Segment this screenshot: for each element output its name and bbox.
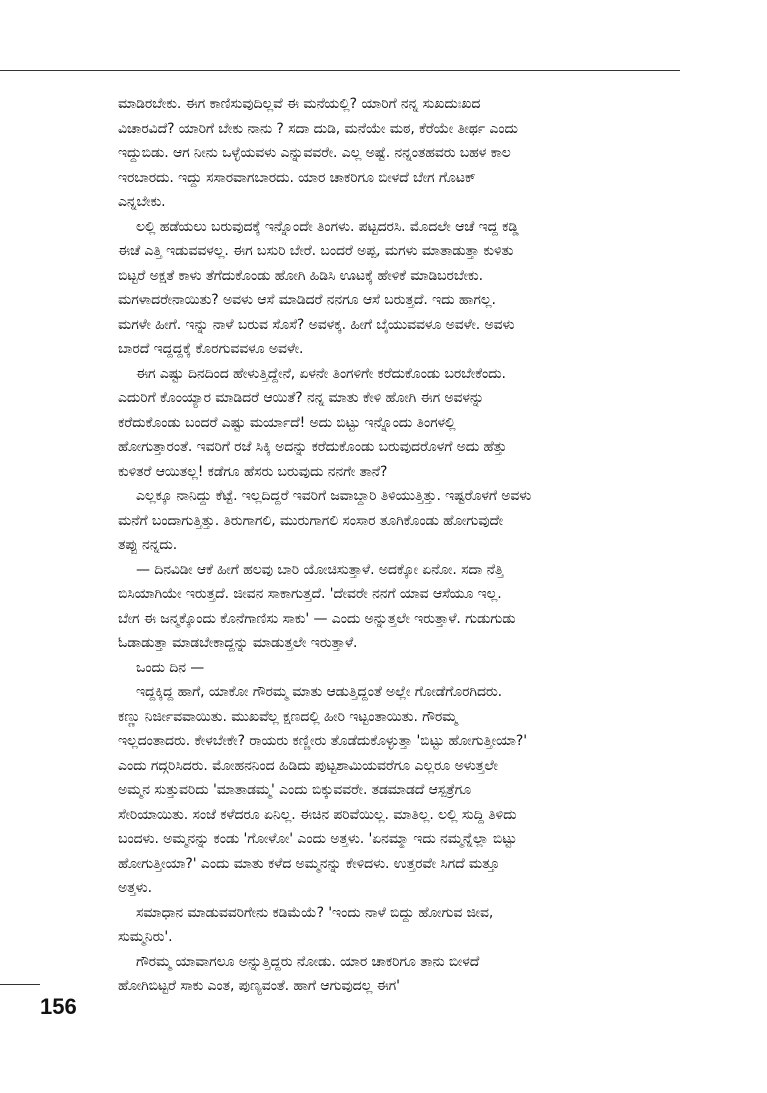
text-line: ಬಿಟ್ಟರೆ ಅಕ್ಷತೆ ಕಾಳು ತೆಗೆದುಕೊಂಡು ಹೋಗಿ ಹಿಡಿಸಿ ಊಟಕ್ಕೆ ಹೇಳಿಕೆ ಮಾಡಿಬರಬೇಕು.	[118, 267, 483, 284]
text-line: ಕಣ್ಣು ನಿರ್ಜೀವವಾಯಿತು. ಮುಖವೆಲ್ಲ ಕ್ಷಣದಲ್ಲಿ ಹೀರಿ ಇಟ್ಟಂತಾಯಿತು. ಗೌರಮ್ಮ	[118, 708, 458, 725]
text-line: ಈಚೆ ಎತ್ತಿ ಇಡುವವಳಲ್ಲ. ಈಗ ಬಸುರಿ ಬೇರೆ. ಬಂದರೆ ಅಪ್ಪ, ಮಗಳು ಮಾತಾಡುತ್ತಾ ಕುಳಿತು	[118, 243, 514, 259]
text-line: ಬಾರದೆ ಇದ್ದದ್ದಕ್ಕೆ ಕೊರಗುವವಳೂ ಅವಳೇ.	[118, 341, 304, 357]
text-line: ಬಿಸಿಯಾಗಿಯೇ ಇರುತ್ತದೆ. ಜೀವನ ಸಾಕಾಗುತ್ತದೆ. 'ದೇವರೇ ನನಗೆ ಯಾವ ಆಸೆಯೂ ಇಲ್ಲ.	[118, 586, 502, 602]
text-line: ಓಡಾಡುತ್ತಾ ಮಾಡಬೇಕಾದ್ದನ್ನು ಮಾಡುತ್ತಲೇ ಇರುತ್ತಾಳೆ.	[118, 635, 358, 651]
text-line: ಹೋಗಿಬಿಟ್ಟರೆ ಸಾಕು ಎಂತ, ಪುಣ್ಯವಂತೆ. ಹಾಗೆ ಆಗುವುದಲ್ಲ ಈಗ'	[118, 978, 400, 994]
text-line: ಇದ್ದುಬಿಡು. ಆಗ ನೀನು ಒಳ್ಳೆಯವಳು ಎನ್ನುವವರೇ. ಎಲ್ಲ ಅಷ್ಟೆ. ನನ್ನಂತಹವರು ಬಹಳ ಕಾಲ	[118, 145, 511, 161]
text-line: ಮಾಡಿರಬೇಕು. ಈಗ ಕಾಣಿಸುವುದಿಲ್ಲವೆ ಈ ಮನೆಯಲ್ಲಿ? ಯಾರಿಗೆ ನನ್ನ ಸುಖದುಃಖದ	[118, 96, 481, 112]
header-rule	[0, 70, 680, 71]
text-line: ಕರೆದುಕೊಂಡು ಬಂದರೆ ಎಷ್ಟು ಮರ್ಯಾದೆ! ಅದು ಬಿಟ್ಟು ಇನ್ನೊಂದು ತಿಂಗಳಲ್ಲಿ	[118, 414, 456, 431]
text-line: ಎದುರಿಗೆ ಕೊಂಯ್ಯಾರ ಮಾಡಿದರೆ ಆಯಿತೆ? ನನ್ನ ಮಾತು ಕೇಳಿ ಹೋಗಿ ಈಗ ಅವಳನ್ನು	[118, 390, 484, 406]
text-line: ಅಮ್ಮನ ಸುತ್ತುವರಿದು 'ಮಾತಾಡಮ್ಮ' ಎಂದು ಬಿಕ್ಕುವವರೇ. ತಡಮಾಡದೆ ಆಸ್ಪತ್ರೆಗೂ	[118, 782, 472, 798]
text-line: ಮನೆಗೆ ಬಂದಾಗುತ್ತಿತ್ತು. ತಿರುಗಾಗಲಿ, ಮುರುಗಾಗಲಿ ಸಂಸಾರ ತೂಗಿಕೊಂಡು ಹೋಗುವುದೇ	[118, 512, 504, 529]
text-line: ಕುಳಿತರೆ ಆಯಿತಲ್ಲ! ಕಡೆಗೂ ಹೆಸರು ಬರುವುದು ನನಗೇ ತಾನೆ?	[118, 463, 388, 480]
paragraph-start: ಎಲ್ಲಕ್ಕೂ ನಾನಿದ್ದು ಕೆಟ್ಟೆ. ಇಲ್ಲದಿದ್ದರೆ ಇವರಿಗೆ ಜವಾಬ್ದಾರಿ ತಿಳಿಯುತ್ತಿತ್ತು. ಇಷ್ಟರೊಳಗೆ ಅವಳು	[136, 488, 532, 504]
paragraph-start: ಗೌರಮ್ಮ ಯಾವಾಗಲೂ ಅನ್ನುತ್ತಿದ್ದರು ನೋಡು. ಯಾರ ಚಾಕರಿಗೂ ತಾನು ಬೀಳದೆ	[136, 953, 480, 970]
footer-rule	[0, 984, 40, 985]
paragraph-start: ಇದ್ದಕ್ಕಿದ್ದ ಹಾಗೆ, ಯಾಕೋ ಗೌರಮ್ಮ ಮಾತು ಆಡುತ್ತಿದ್ದಂತೆ ಅಲ್ಲೇ ಗೋಡೆಗೊರಗಿದರು.	[136, 684, 503, 700]
text-line: ಎಂದು ಗದ್ಗರಿಸಿದರು. ಮೋಹನನಿಂದ ಹಿಡಿದು ಪುಟ್ಟಶಾಮಿಯವರೆಗೂ ಎಲ್ಲರೂ ಅಳುತ್ತಲೇ	[118, 757, 498, 774]
text-line: ಮಗಳಾದರೇನಾಯಿತು? ಅವಳು ಆಸೆ ಮಾಡಿದರೆ ನನಗೂ ಆಸೆ ಬರುತ್ತದೆ. ಇದು ಹಾಗಲ್ಲ.	[118, 292, 496, 308]
paragraph-start: ಈಗ ಎಷ್ಟು ದಿನದಿಂದ ಹೇಳುತ್ತಿದ್ದೇನೆ, ಏಳನೇ ತಿಂಗಳಿಗೇ ಕರೆದುಕೊಂಡು ಬರಬೇಕೆಂದು.	[136, 365, 506, 382]
paragraph-start: ಒಂದು ದಿನ —	[136, 659, 205, 676]
paragraph-start: ಸಮಾಧಾನ ಮಾಡುವವರಿಗೇನು ಕಡಿಮೆಯೆ? 'ಇಂದು ನಾಳೆ ಬಿದ್ದು ಹೋಗುವ ಜೀವ,	[136, 904, 494, 921]
text-line: ಇಲ್ಲದಂತಾದರು. ಕೇಳಬೇಕೇ? ರಾಯರು ಕಣ್ಣೀರು ತೊಡೆದುಕೊಳ್ಳುತ್ತಾ 'ಬಿಟ್ಟು ಹೋಗುತ್ತೀಯಾ?'	[118, 733, 527, 749]
body-text	[118, 92, 678, 999]
text-line: ಮಗಳೇ ಹೀಗೆ. ಇನ್ನು ನಾಳೆ ಬರುವ ಸೊಸೆ? ಅವಳಕ್ಕ. ಹೀಗೆ ಬೈಯುವವಳೂ ಅವಳೇ. ಅವಳು	[118, 316, 515, 333]
text-line: ಇರಬಾರದು. ಇದ್ದು ಸಸಾರವಾಗಬಾರದು. ಯಾರ ಚಾಕರಿಗೂ ಬೀಳದೆ ಬೇಗ ಗೊಟಕ್	[118, 169, 476, 186]
text-line: ಎನ್ನಬೇಕು.	[118, 194, 166, 210]
text-line: ಬೇಗ ಈ ಜನ್ಮಕ್ಕೊಂದು ಕೊನೆಗಾಣಿಸು ಸಾಕು' — ಎಂದು ಅನ್ನುತ್ತಲೇ ಇರುತ್ತಾಳೆ. ಗುಡುಗುಡು	[118, 610, 516, 627]
text-line: ಹೋಗುತ್ತೀಯಾ?' ಎಂದು ಮಾತು ಕಳೆದ ಅಮ್ಮನನ್ನು ಕೇಳಿದಳು. ಉತ್ತರವೇ ಸಿಗದೆ ಮತ್ತೂ	[118, 855, 500, 872]
paragraph-start: ಲಲ್ಲಿ ಹಡೆಯಲು ಬರುವುದಕ್ಕೆ ಇನ್ನೊಂದೇ ತಿಂಗಳು. ಪಟ್ಟದರಸಿ. ಮೊದಲೇ ಆಚೆ ಇದ್ದ ಕಡ್ಡಿ	[136, 218, 519, 235]
text-line: ಹೋಗುತ್ತಾರಂತೆ. ಇವರಿಗೆ ರಜೆ ಸಿಕ್ಕಿ ಅದನ್ನು ಕರೆದುಕೊಂಡು ಬರುವುದರೊಳಗೆ ಅದು ಹೆತ್ತು	[118, 439, 507, 455]
text-line: ತಪ್ಪು ನನ್ನದು.	[118, 537, 178, 553]
text-line: ಅತ್ತಳು.	[118, 880, 152, 896]
text-line: ಸುಮ್ಮನಿರು'.	[118, 929, 173, 945]
text-line: ಬಂದಳು. ಅಮ್ಮನನ್ನು ಕಂಡು 'ಗೋಳೋ' ಎಂದು ಅತ್ತಳು. 'ಏನಮ್ಮಾ ಇದು ನಮ್ಮನ್ನೆಲ್ಲಾ ಬಿಟ್ಟು	[118, 831, 517, 847]
paragraph-start: — ದಿನವಿಡೀ ಆಕೆ ಹೀಗೆ ಹಲವು ಬಾರಿ ಯೋಚಿಸುತ್ತಾಳೆ. ಅದಕ್ಕೋ ಏನೋ. ಸದಾ ನೆತ್ತಿ	[136, 561, 504, 578]
text-line: ಸೇರಿಯಾಯಿತು. ಸಂಜೆ ಕಳೆದರೂ ಏನಿಲ್ಲ. ಈಚಿನ ಪರಿವೆಯಿಲ್ಲ. ಮಾತಿಲ್ಲ. ಲಲ್ಲಿ ಸುದ್ದಿ ತಿಳಿದು	[118, 806, 517, 823]
page-number: 156	[40, 994, 77, 1019]
text-line: ವಿಚಾರವಿದೆ? ಯಾರಿಗೆ ಬೇಕು ನಾನು ? ಸದಾ ದುಡಿ, ಮನೆಯೇ ಮಠ, ಕೆರೆಯೇ ತೀರ್ಥ ಎಂದು	[118, 120, 518, 137]
